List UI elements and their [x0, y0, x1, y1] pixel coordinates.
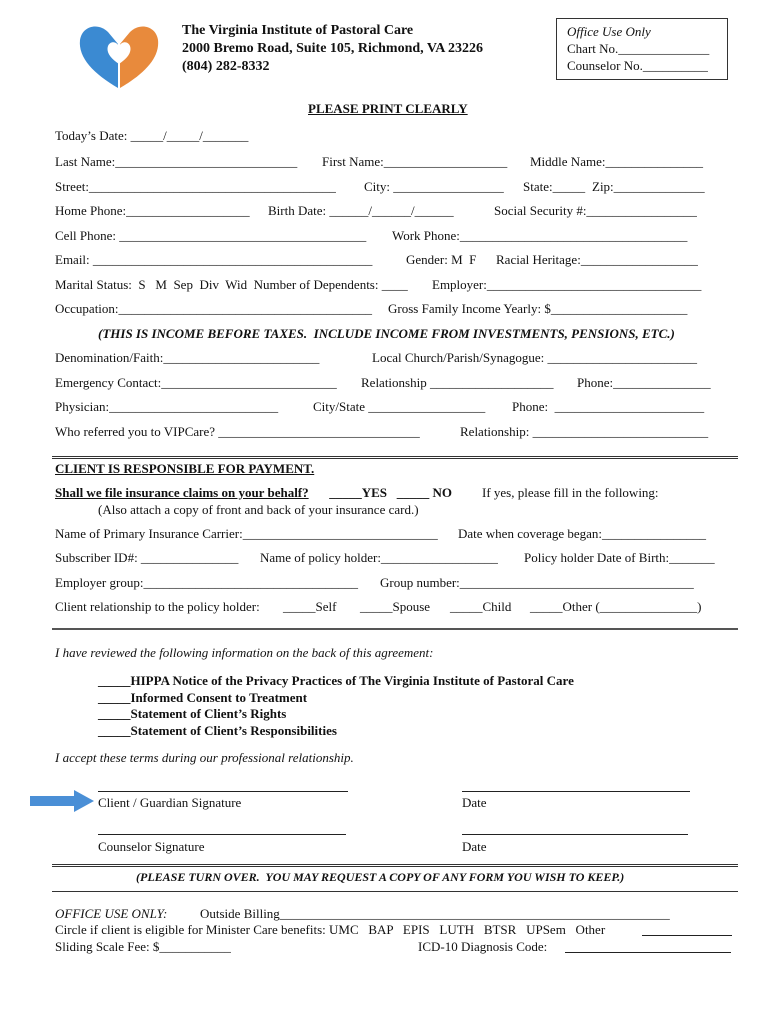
policy-holder-dob-field[interactable]: Policy holder Date of Birth:_______ [524, 550, 715, 565]
section-divider [52, 891, 738, 892]
print-clearly-heading: PLEASE PRINT CLEARLY [308, 101, 468, 116]
chart-number-field[interactable]: Chart No.______________ [567, 41, 710, 56]
cell-phone-field[interactable]: Cell Phone: ______________________________________ [55, 228, 367, 243]
city-field[interactable]: City: _________________ [364, 179, 504, 194]
referral-relationship-field[interactable]: Relationship: ___________________________ [460, 424, 709, 439]
relationship-spouse-option[interactable]: _____Spouse [360, 599, 431, 614]
physician-field[interactable]: Physician:__________________________ [55, 399, 279, 414]
reviewed-statement: I have reviewed the following information on the back of this agreement: [55, 645, 434, 660]
icd-code-line[interactable] [565, 952, 731, 953]
subscriber-id-field[interactable]: Subscriber ID#: _______________ [55, 550, 239, 565]
todays-date-field[interactable]: Today’s Date: _____/_____/_______ [55, 128, 249, 143]
emergency-relationship-field[interactable]: Relationship ___________________ [361, 375, 554, 390]
payment-heading: CLIENT IS RESPONSIBLE FOR PAYMENT. [55, 461, 315, 476]
employer-field[interactable]: Employer:_________________________________ [432, 277, 702, 292]
consent-checkbox[interactable]: _____Informed Consent to Treatment [98, 690, 308, 705]
office-use-box [556, 18, 728, 80]
emergency-phone-field[interactable]: Phone:_______________ [577, 375, 711, 390]
racial-heritage-field[interactable]: Racial Heritage:__________________ [496, 252, 698, 267]
marital-status-field[interactable]: Marital Status: S M Sep Div Wid Number of Dependents: ____ [55, 277, 408, 292]
hippa-checkbox[interactable]: _____HIPPA Notice of the Privacy Practices of The Virginia Institute of Pastoral Care [98, 673, 574, 688]
org-name: The Virginia Institute of Pastoral Care [182, 23, 414, 38]
home-phone-field[interactable]: Home Phone:___________________ [55, 203, 250, 218]
street-field[interactable]: Street:______________________________________ [55, 179, 336, 194]
if-yes-note: If yes, please fill in the following: [482, 485, 659, 500]
section-divider [52, 456, 738, 459]
yes-no-choice[interactable]: _____YES _____ NO [326, 485, 453, 500]
physician-phone-field[interactable]: Phone: _______________________ [512, 399, 705, 414]
local-church-field[interactable]: Local Church/Parish/Synagogue: _______________________ [372, 350, 697, 365]
client-signature-label: Client / Guardian Signature [98, 795, 242, 810]
accept-terms-statement: I accept these terms during our professional relationship. [55, 750, 354, 765]
file-claims-question: Shall we file insurance claims on your behalf? [55, 485, 309, 500]
gender-field[interactable]: Gender: M F [406, 252, 477, 267]
ssn-field[interactable]: Social Security #:_________________ [494, 203, 697, 218]
outside-billing-field[interactable]: Outside Billing____________________________________________________________ [200, 906, 670, 921]
policy-holder-name-field[interactable]: Name of policy holder:__________________ [260, 550, 498, 565]
zip-field[interactable]: Zip:______________ [592, 179, 705, 194]
referred-by-field[interactable]: Who referred you to VIPCare? _______________________________ [55, 424, 420, 439]
middle-name-field[interactable]: Middle Name:_______________ [530, 154, 703, 169]
relationship-self-option[interactable]: _____Self [283, 599, 337, 614]
office-use-title: Office Use Only [567, 24, 651, 39]
denomination-field[interactable]: Denomination/Faith:________________________ [55, 350, 320, 365]
client-date-line[interactable] [462, 791, 690, 792]
email-field[interactable]: Email: ___________________________________________ [55, 252, 373, 267]
client-date-label: Date [462, 795, 487, 810]
client-relationship-label: Client relationship to the policy holder: [55, 599, 260, 614]
office-use-label: OFFICE USE ONLY: [55, 906, 168, 921]
occupation-field[interactable]: Occupation:_______________________________________ [55, 301, 373, 316]
insurance-carrier-field[interactable]: Name of Primary Insurance Carrier:______________________________ [55, 526, 438, 541]
birth-date-field[interactable]: Birth Date: ______/______/______ [268, 203, 454, 218]
rights-checkbox[interactable]: _____Statement of Client’s Rights [98, 706, 287, 721]
arrow-right-icon [30, 790, 94, 812]
coverage-date-field[interactable]: Date when coverage began:________________ [458, 526, 707, 541]
first-name-field[interactable]: First Name:___________________ [322, 154, 508, 169]
last-name-field[interactable]: Last Name:____________________________ [55, 154, 298, 169]
income-note: (THIS IS INCOME BEFORE TAXES. INCLUDE INCOME FROM INVESTMENTS, PENSIONS, ETC.) [98, 326, 675, 341]
org-phone: (804) 282-8332 [182, 59, 270, 74]
counselor-number-field[interactable]: Counselor No.__________ [567, 58, 708, 73]
counselor-date-label: Date [462, 839, 487, 854]
employer-group-field[interactable]: Employer group:_________________________________ [55, 575, 358, 590]
group-number-field[interactable]: Group number:____________________________________ [380, 575, 694, 590]
counselor-date-line[interactable] [462, 834, 688, 835]
state-field[interactable]: State:_____ [523, 179, 586, 194]
heart-hands-logo [74, 18, 164, 96]
work-phone-field[interactable]: Work Phone:___________________________________ [392, 228, 688, 243]
emergency-contact-field[interactable]: Emergency Contact:___________________________ [55, 375, 337, 390]
counselor-signature-label: Counselor Signature [98, 839, 205, 854]
section-divider [52, 628, 738, 630]
client-signature-line[interactable] [98, 791, 348, 792]
attach-card-note: (Also attach a copy of front and back of your insurance card.) [98, 502, 419, 517]
other-line[interactable] [642, 935, 732, 936]
physician-citystate-field[interactable]: City/State __________________ [313, 399, 486, 414]
icd-code-label: ICD-10 Diagnosis Code: [418, 939, 548, 954]
turn-over-note: (PLEASE TURN OVER. YOU MAY REQUEST A COPY OF ANY FORM YOU WISH TO KEEP.) [136, 870, 625, 884]
relationship-child-option[interactable]: _____Child [450, 599, 512, 614]
counselor-signature-line[interactable] [98, 834, 346, 835]
org-address: 2000 Bremo Road, Suite 105, Richmond, VA 23226 [182, 41, 484, 56]
gross-income-field[interactable]: Gross Family Income Yearly: $_____________________ [388, 301, 688, 316]
section-divider [52, 864, 738, 867]
minister-care-options[interactable]: Circle if client is eligible for Minister Care benefits: UMC BAP EPIS LUTH BTSR UPSem Other [55, 922, 606, 937]
sliding-scale-field[interactable]: Sliding Scale Fee: $___________ [55, 939, 231, 954]
responsibilities-checkbox[interactable]: _____Statement of Client’s Responsibilities [98, 723, 337, 738]
relationship-other-option[interactable]: _____Other (_______________) [530, 599, 702, 614]
